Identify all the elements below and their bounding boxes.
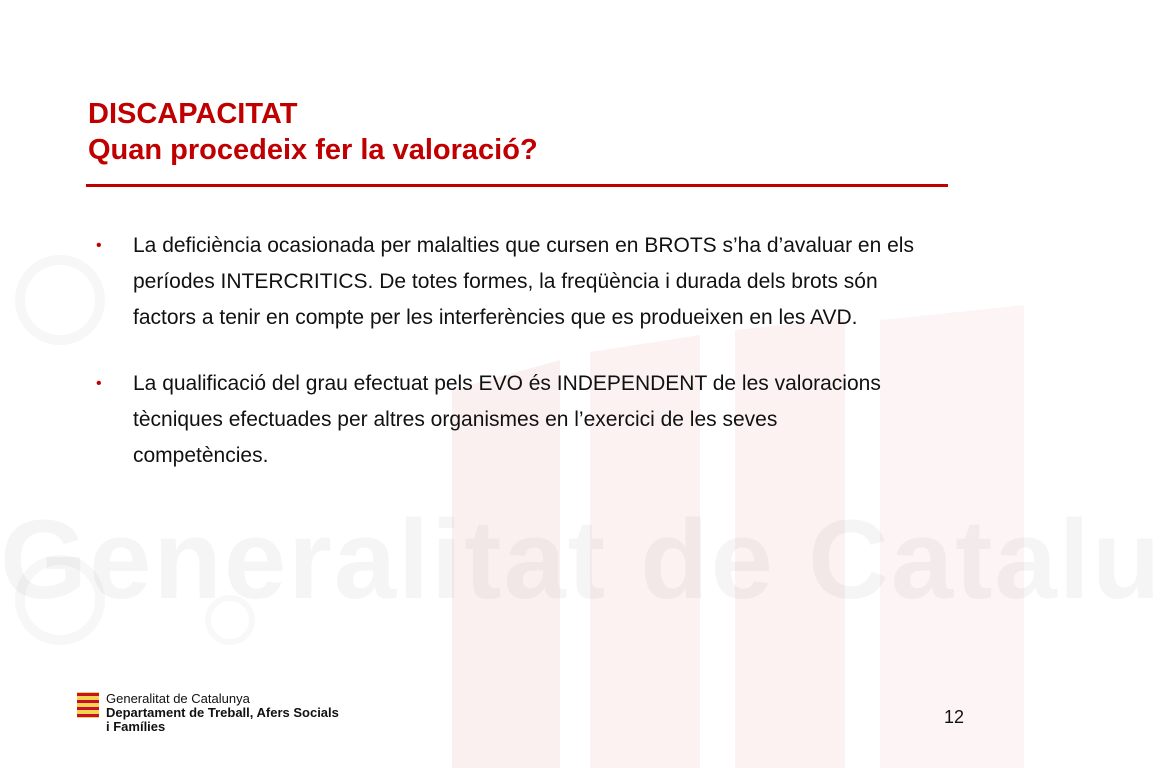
watermark-text: Generalitat de Catalu [0,497,1162,622]
slide-title [88,96,538,168]
list-item [96,228,916,336]
org-name [106,692,339,734]
senyera-flag-icon [77,692,99,718]
page-number: 12 [943,707,964,727]
bullet-text: La deficiència ocasionada per malalties que cursen en BROTS s’ha d’avaluar en els períodes INTERCRITICS. De totes formes, la freqüència i durada dels brots són factors a tenir en compte per les interferències que es produeixen en les AVD. [133,234,914,329]
title-line-1: DISCAPACITAT [88,98,298,130]
org-line-1: Generalitat de Catalunya [106,691,250,706]
bullet-marker: • [96,375,102,392]
bullet-text: La qualificació del grau efectuat pels EVO és INDEPENDENT de les valoracions tècniques efectuades per altres organismes en l’exercici de les seves competències. [133,372,881,467]
org-line-2: Departament de Treball, Afers Socials [106,705,339,720]
title-line-2: Quan procedeix fer la valoració? [88,134,538,166]
title-underline [86,184,948,187]
generalitat-logo [77,692,339,734]
list-item [96,366,916,474]
bullet-list [96,228,916,504]
bullet-marker: • [96,237,102,254]
org-line-3: i Famílies [106,719,166,734]
